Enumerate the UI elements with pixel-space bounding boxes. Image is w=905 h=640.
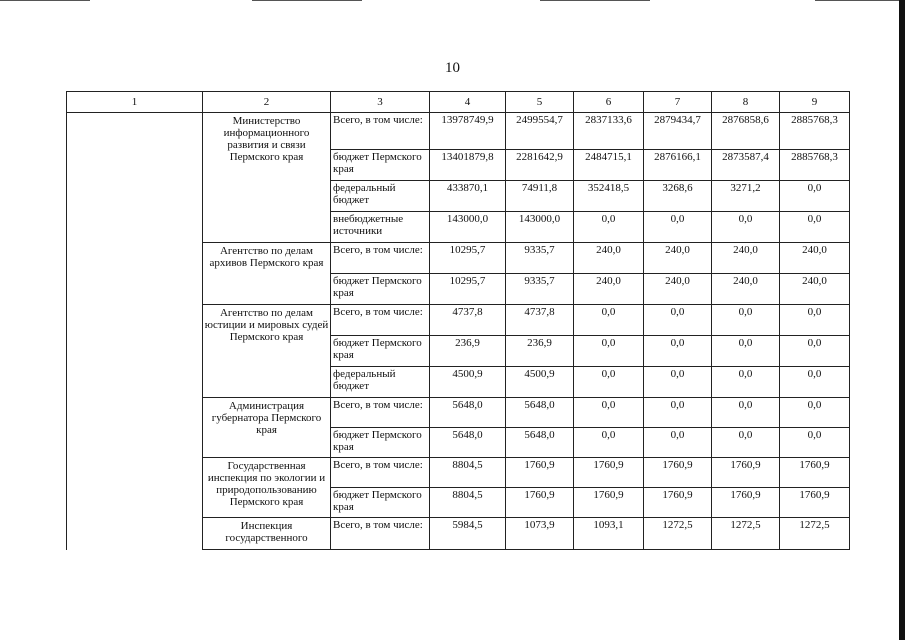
- row-label: бюджет Пермского края: [331, 150, 430, 181]
- row-label: Всего, в том числе:: [331, 398, 430, 428]
- column-header: 4: [430, 92, 506, 113]
- value-cell: 3271,2: [712, 181, 780, 212]
- edge-mark: [252, 0, 362, 1]
- edge-mark: [0, 0, 90, 1]
- value-cell: 2885768,3: [780, 113, 850, 150]
- value-cell: 74911,8: [506, 181, 574, 212]
- column-header: 9: [780, 92, 850, 113]
- value-cell: 1760,9: [644, 488, 712, 518]
- value-cell: 0,0: [574, 398, 644, 428]
- edge-mark: [815, 0, 899, 1]
- row-label: Всего, в том числе:: [331, 305, 430, 336]
- value-cell: 240,0: [574, 243, 644, 274]
- value-cell: 0,0: [712, 428, 780, 458]
- row-label: федеральный бюджет: [331, 367, 430, 398]
- value-cell: 9335,7: [506, 243, 574, 274]
- value-cell: 5984,5: [430, 518, 506, 550]
- row-label: Всего, в том числе:: [331, 518, 430, 550]
- edge-mark: [540, 0, 650, 1]
- value-cell: 1760,9: [574, 458, 644, 488]
- row-label: Всего, в том числе:: [331, 458, 430, 488]
- value-cell: 0,0: [780, 305, 850, 336]
- value-cell: 2837133,6: [574, 113, 644, 150]
- value-cell: 10295,7: [430, 243, 506, 274]
- value-cell: 0,0: [712, 367, 780, 398]
- value-cell: 352418,5: [574, 181, 644, 212]
- value-cell: 3268,6: [644, 181, 712, 212]
- value-cell: 240,0: [574, 274, 644, 305]
- row-label: бюджет Пермского края: [331, 336, 430, 367]
- row-label: бюджет Пермского края: [331, 274, 430, 305]
- value-cell: 0,0: [780, 181, 850, 212]
- value-cell: 0,0: [574, 367, 644, 398]
- column-number-row: [67, 92, 850, 113]
- value-cell: 0,0: [712, 398, 780, 428]
- value-cell: 0,0: [644, 398, 712, 428]
- value-cell: 1760,9: [644, 458, 712, 488]
- row-label: бюджет Пермского края: [331, 488, 430, 518]
- value-cell: 240,0: [780, 243, 850, 274]
- value-cell: 1073,9: [506, 518, 574, 550]
- row-label: Всего, в том числе:: [331, 243, 430, 274]
- value-cell: 8804,5: [430, 458, 506, 488]
- org-name: Агентство по делам архивов Пермского края: [203, 243, 331, 305]
- value-cell: 0,0: [780, 428, 850, 458]
- org-name: Инспекция государственного: [203, 518, 331, 550]
- value-cell: 2879434,7: [644, 113, 712, 150]
- value-cell: 0,0: [712, 336, 780, 367]
- page-number: 10: [445, 60, 460, 76]
- value-cell: 240,0: [780, 274, 850, 305]
- value-cell: 240,0: [644, 243, 712, 274]
- value-cell: 1760,9: [506, 488, 574, 518]
- value-cell: 1760,9: [506, 458, 574, 488]
- value-cell: 0,0: [574, 212, 644, 243]
- value-cell: 2876166,1: [644, 150, 712, 181]
- value-cell: 0,0: [644, 212, 712, 243]
- value-cell: 4737,8: [430, 305, 506, 336]
- top-edge-line: [0, 0, 905, 1]
- org-name: Государственная инспекция по экологии и природопользованию Пермского края: [203, 458, 331, 518]
- page-right-edge: [899, 0, 905, 640]
- value-cell: 240,0: [644, 274, 712, 305]
- value-cell: 236,9: [430, 336, 506, 367]
- value-cell: 0,0: [644, 428, 712, 458]
- value-cell: 5648,0: [506, 398, 574, 428]
- column-header: 6: [574, 92, 644, 113]
- value-cell: 0,0: [644, 336, 712, 367]
- value-cell: 0,0: [644, 305, 712, 336]
- value-cell: 2281642,9: [506, 150, 574, 181]
- value-cell: 240,0: [712, 243, 780, 274]
- value-cell: 5648,0: [506, 428, 574, 458]
- column-header: 1: [67, 92, 203, 113]
- column-header: 7: [644, 92, 712, 113]
- budget-table: [66, 91, 850, 550]
- value-cell: 2484715,1: [574, 150, 644, 181]
- value-cell: 1093,1: [574, 518, 644, 550]
- row-label: внебюджетные источники: [331, 212, 430, 243]
- value-cell: 4500,9: [430, 367, 506, 398]
- value-cell: 8804,5: [430, 488, 506, 518]
- row-label: Всего, в том числе:: [331, 113, 430, 150]
- org-name: Агентство по делам юстиции и мировых судей Пермского края: [203, 305, 331, 398]
- org-name: Министерство информационного развития и связи Пермского края: [203, 113, 331, 243]
- value-cell: 1272,5: [644, 518, 712, 550]
- row-label: бюджет Пермского края: [331, 428, 430, 458]
- value-cell: 143000,0: [430, 212, 506, 243]
- value-cell: 1760,9: [712, 458, 780, 488]
- value-cell: 13978749,9: [430, 113, 506, 150]
- column-header: 3: [331, 92, 430, 113]
- value-cell: 1760,9: [780, 488, 850, 518]
- value-cell: 0,0: [712, 305, 780, 336]
- value-cell: 1272,5: [712, 518, 780, 550]
- value-cell: 2499554,7: [506, 113, 574, 150]
- value-cell: 236,9: [506, 336, 574, 367]
- value-cell: 10295,7: [430, 274, 506, 305]
- value-cell: 1760,9: [574, 488, 644, 518]
- value-cell: 0,0: [644, 367, 712, 398]
- table-row: [67, 113, 850, 150]
- value-cell: 0,0: [712, 212, 780, 243]
- value-cell: 0,0: [574, 428, 644, 458]
- column-header: 8: [712, 92, 780, 113]
- value-cell: 433870,1: [430, 181, 506, 212]
- value-cell: 1272,5: [780, 518, 850, 550]
- org-name: Администрация губернатора Пермского края: [203, 398, 331, 458]
- value-cell: 4737,8: [506, 305, 574, 336]
- column-header: 2: [203, 92, 331, 113]
- value-cell: 0,0: [780, 212, 850, 243]
- value-cell: 0,0: [780, 367, 850, 398]
- value-cell: 9335,7: [506, 274, 574, 305]
- value-cell: 240,0: [712, 274, 780, 305]
- value-cell: 4500,9: [506, 367, 574, 398]
- value-cell: 2885768,3: [780, 150, 850, 181]
- value-cell: 1760,9: [780, 458, 850, 488]
- value-cell: 13401879,8: [430, 150, 506, 181]
- value-cell: 1760,9: [712, 488, 780, 518]
- value-cell: 0,0: [780, 336, 850, 367]
- value-cell: 143000,0: [506, 212, 574, 243]
- value-cell: 5648,0: [430, 398, 506, 428]
- value-cell: 0,0: [574, 336, 644, 367]
- value-cell: 0,0: [780, 398, 850, 428]
- value-cell: 5648,0: [430, 428, 506, 458]
- empty-cell: [67, 113, 203, 550]
- value-cell: 0,0: [574, 305, 644, 336]
- value-cell: 2876858,6: [712, 113, 780, 150]
- value-cell: 2873587,4: [712, 150, 780, 181]
- row-label: федеральный бюджет: [331, 181, 430, 212]
- column-header: 5: [506, 92, 574, 113]
